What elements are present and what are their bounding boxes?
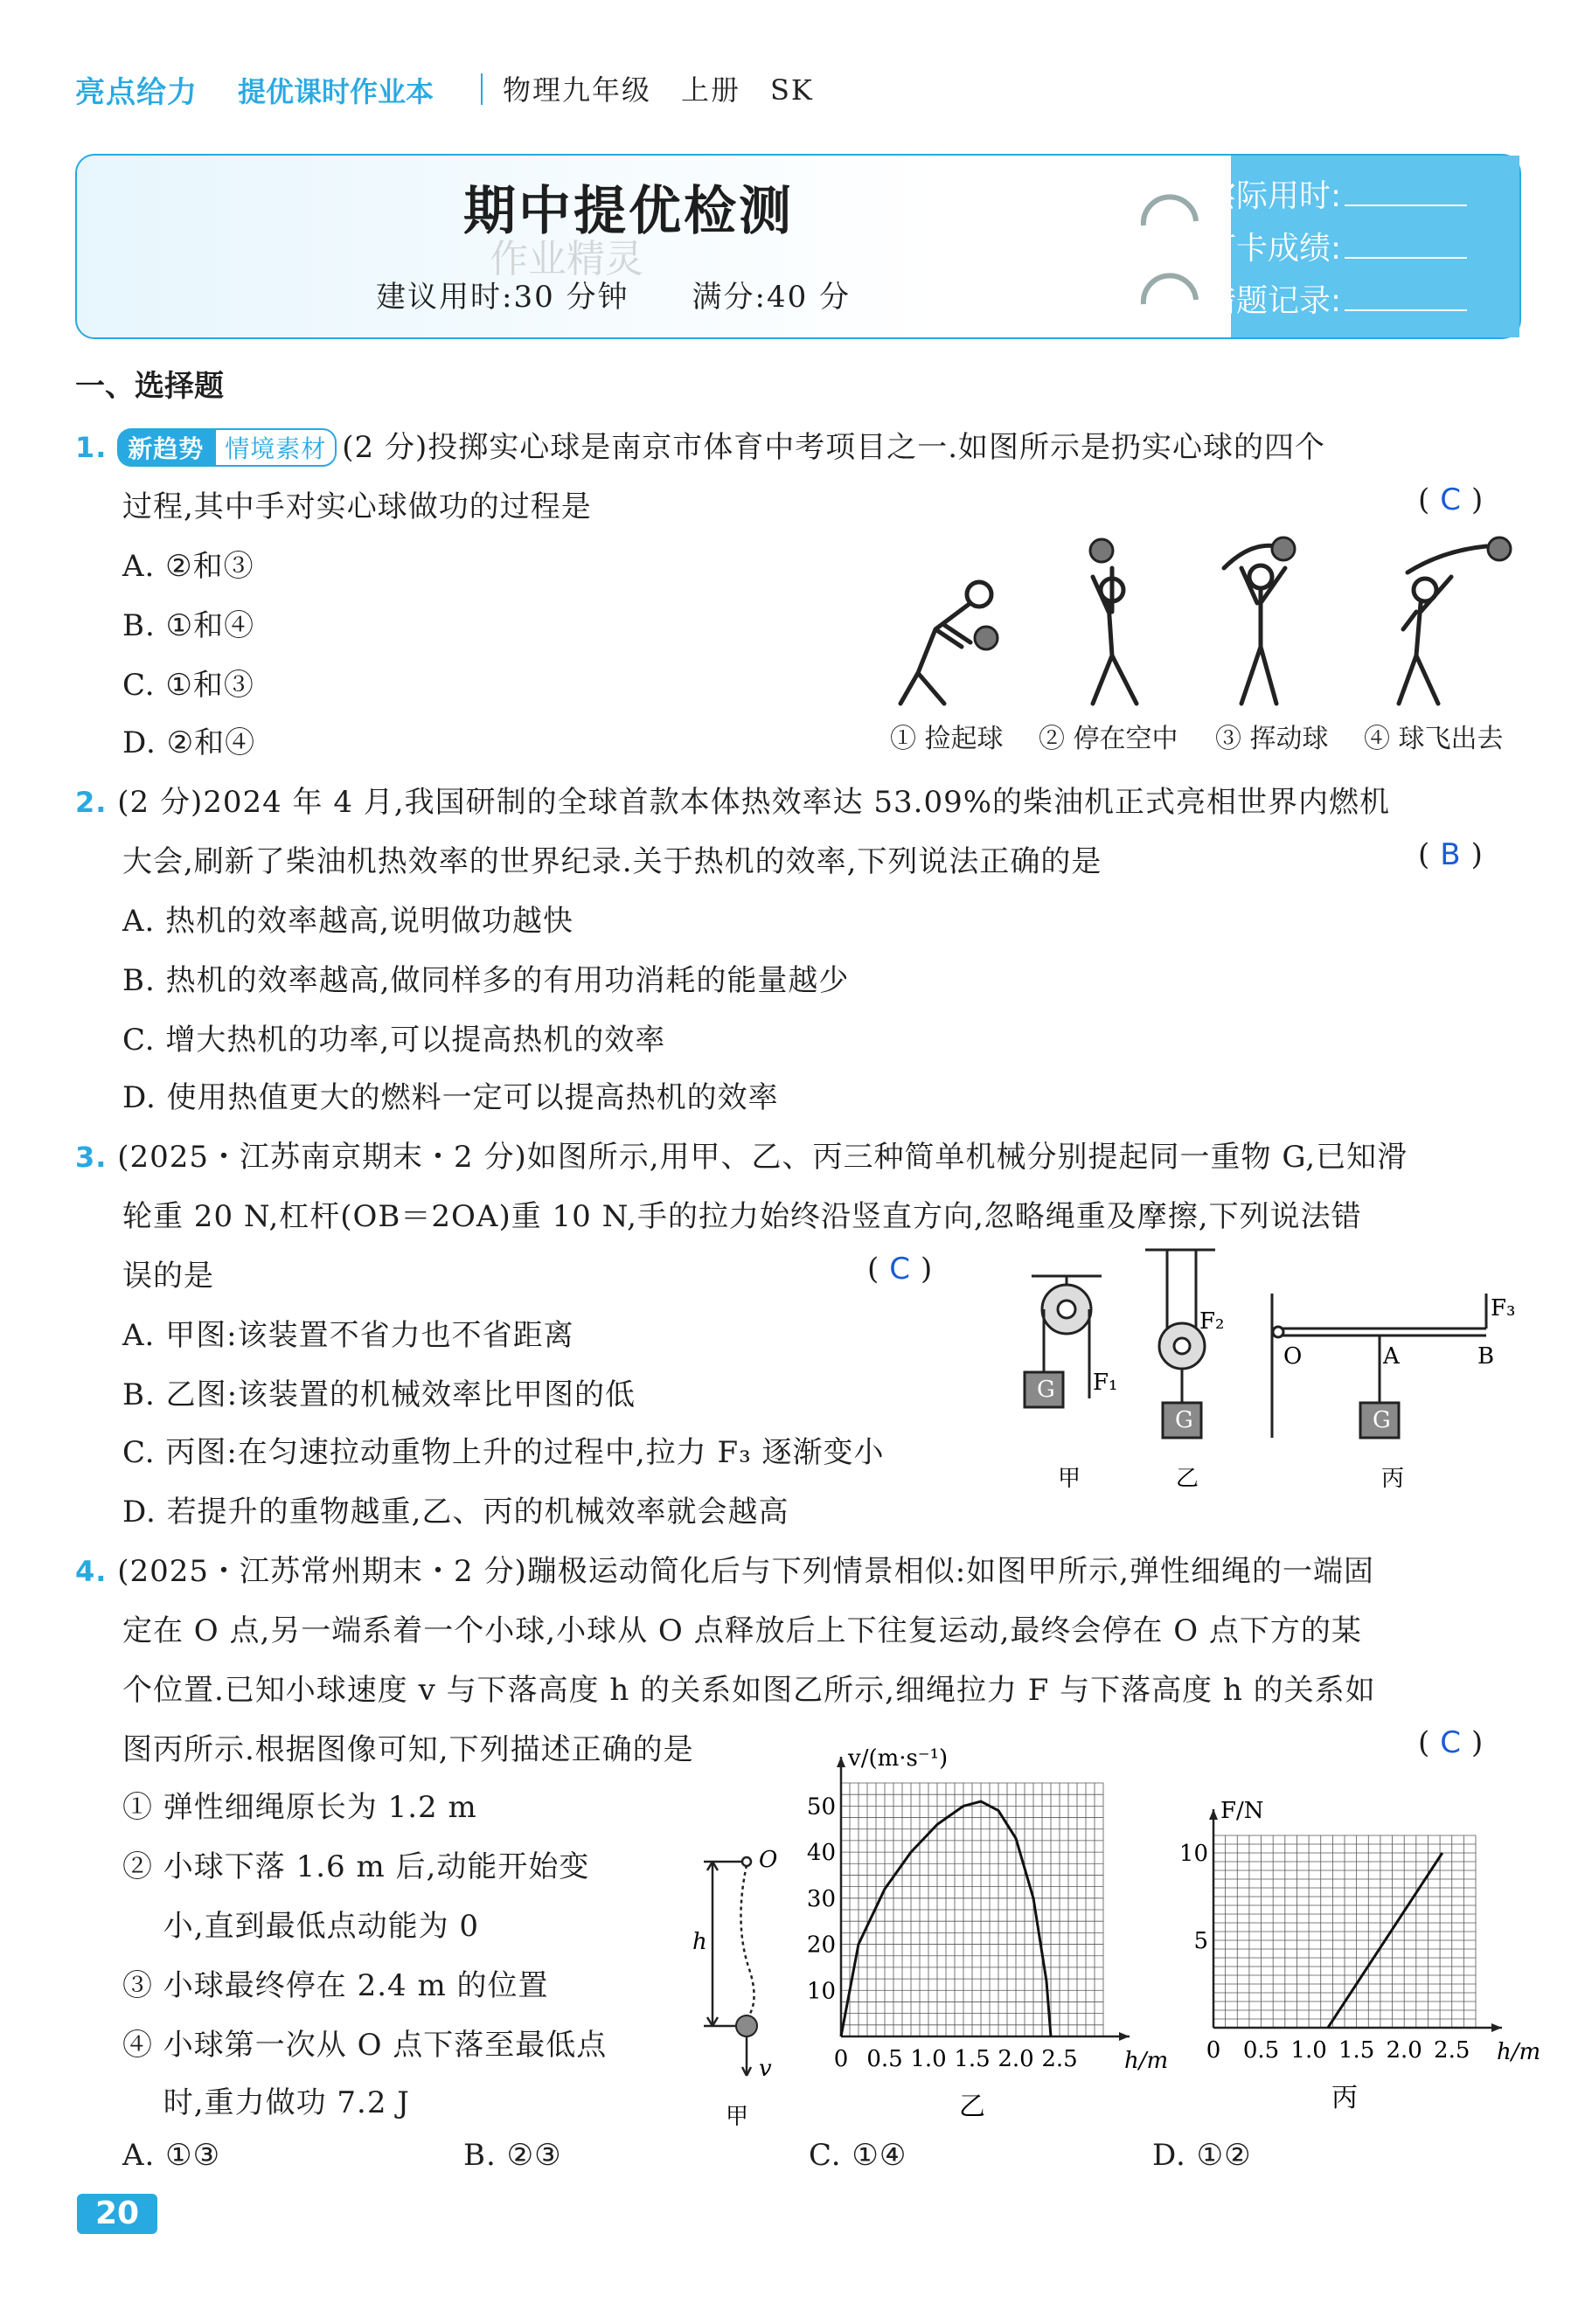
q3-line3: 误的是 (122, 1259, 214, 1294)
q3-line1: 3. (2025・江苏南京期末・2 分)如图所示,用甲、乙、丙三种简单机械分别提起同一重物 G,已知滑 (75, 1140, 1408, 1175)
q2-line1: 2. (2 分)2024 年 4 月,我国研制的全球首款本体热效率达 53.09%的柴油机正式亮相世界内燃机 (75, 785, 1391, 820)
series-title: 提优课时作业本 (238, 75, 434, 108)
q4-answer: ( C ) (1418, 1725, 1484, 1760)
q1-number: 1. (75, 431, 108, 464)
chart-caption: 丙 (1331, 2083, 1358, 2113)
y-tick-label: 10 (1178, 1841, 1208, 1867)
svg-text:丙: 丙 (1381, 1466, 1405, 1492)
q1-option-c: C. ①和③ (122, 668, 254, 703)
record-score: 打卡成绩: (1205, 224, 1467, 268)
svg-text:甲: 甲 (726, 2104, 749, 2130)
q3-option-a: A. 甲图:该装置不省力也不省距离 (122, 1318, 574, 1353)
chart-caption: 乙 (959, 2092, 985, 2122)
svg-text:甲: 甲 (1058, 1466, 1081, 1492)
exam-title: 期中提优检测 (463, 181, 794, 242)
y-tick-label: 40 (806, 1840, 836, 1867)
figure-swing-ball (1224, 545, 1285, 704)
q1-tag-trend: 新趋势 (117, 428, 214, 467)
x-tick-label: 2.0 (1386, 2037, 1422, 2064)
svg-text:G: G (1037, 1377, 1055, 1403)
y-axis-arrow (1209, 1809, 1218, 1820)
q4-statement-3: ③ 小球最终停在 2.4 m 的位置 (122, 1968, 549, 2003)
svg-text:A: A (1383, 1343, 1400, 1370)
q1-line2: 过程,其中手对实心球做功的过程是 (122, 489, 592, 524)
svg-text:乙: 乙 (1176, 1466, 1199, 1492)
q4-line3: 个位置.已知小球速度 v 与下落高度 h 的关系如图乙所示,细绳拉力 F 与下落高度 h 的关系如 (122, 1673, 1376, 1708)
x-tick-label: 2.5 (1041, 2046, 1078, 2072)
q3-figure (1005, 1241, 1530, 1503)
record-time: 实际用时: (1205, 171, 1467, 216)
x-tick-label: 1.0 (910, 2046, 947, 2072)
q1-caption-4: ④ 球飞出去 (1364, 724, 1504, 754)
x-tick-label: 1.0 (1290, 2037, 1327, 2064)
q3-option-d: D. 若提升的重物越重,乙、丙的机械效率就会越高 (122, 1495, 789, 1530)
x-tick-label: 2.0 (998, 2046, 1034, 2072)
svg-text:G: G (1175, 1407, 1193, 1433)
q4-line4: 图丙所示.根据图像可知,下列描述正确的是 (122, 1732, 694, 1767)
svg-text:v: v (759, 2056, 772, 2082)
svg-text:O: O (1283, 1343, 1303, 1370)
q4-line2: 定在 O 点,另一端系着一个小球,小球从 O 点释放后上下往复运动,最终会停在 O 点下方的某 (122, 1613, 1362, 1648)
subject-label: 物理九年级 上册 SK (503, 73, 814, 107)
q3-option-b: B. 乙图:该装置的机械效率比甲图的低 (122, 1377, 636, 1412)
x-tick-label: 1.5 (1338, 2037, 1375, 2064)
chart-bing (1171, 1798, 1541, 2133)
q2-option-d: D. 使用热值更大的燃料一定可以提高热机的效率 (122, 1080, 779, 1115)
svg-text:O: O (759, 1847, 778, 1873)
y-tick-label: 5 (1193, 1928, 1208, 1954)
q1-answer: ( C ) (1418, 482, 1484, 517)
binder-rings-icon (1126, 173, 1222, 330)
q4-figure-jia (682, 1835, 796, 2133)
q3-line2: 轮重 20 N,杠杆(OB＝2OA)重 10 N,手的拉力始终沿竖直方向,忽略绳重及摩擦,下列说法错 (122, 1199, 1362, 1234)
record-errors: 错题记录: (1205, 276, 1467, 321)
x-tick-label: 0 (1206, 2037, 1221, 2064)
svg-text:F₁: F₁ (1093, 1370, 1118, 1396)
q4-statement-4: ④ 小球第一次从 O 点下落至最低点 (122, 2028, 608, 2063)
q4-option-b: B. ②③ (463, 2138, 562, 2173)
x-tick-label: 0.5 (866, 2046, 903, 2072)
svg-text:G: G (1373, 1407, 1391, 1433)
chart-yi (804, 1745, 1171, 2133)
figure-hold-ball (1093, 568, 1137, 704)
y-axis-arrow (837, 1757, 845, 1767)
q2-option-c: C. 增大热机的功率,可以提高热机的效率 (122, 1023, 666, 1058)
q2-answer: ( B ) (1418, 837, 1483, 872)
q4-option-c: C. ①④ (809, 2138, 907, 2173)
svg-text:F₃: F₃ (1491, 1295, 1516, 1322)
x-axis-arrow (1119, 2032, 1130, 2041)
y-tick-label: 30 (806, 1885, 836, 1912)
x-tick-label: 0.5 (1242, 2037, 1280, 2064)
q1-caption-1: ① 捡起球 (890, 724, 1004, 754)
watermark: 作业精灵 (490, 237, 643, 281)
q2-option-b: B. 热机的效率越高,做同样多的有用功消耗的能量越少 (122, 963, 850, 998)
x-axis-arrow (1491, 2023, 1502, 2032)
q2-line2: 大会,刷新了柴油机热效率的世界纪录.关于热机的效率,下列说法正确的是 (122, 844, 1102, 879)
q1-caption-2: ② 停在空中 (1039, 724, 1178, 754)
q4-statement-2: ② 小球下落 1.6 m 后,动能开始变 (122, 1849, 590, 1884)
q1-option-a: A. ②和③ (122, 549, 254, 584)
section-title: 一、选择题 (75, 369, 224, 404)
q1-caption-3: ③ 挥动球 (1215, 724, 1329, 754)
q1-line1: 1. 新趋势 情境素材 (2 分)投掷实心球是南京市体育中考项目之一.如图所示是扔实心球的四个 (75, 430, 1326, 465)
q3-option-c: C. 丙图:在匀速拉动重物上升的过程中,拉力 F₃ 逐渐变小 (122, 1435, 885, 1470)
q1-option-b: B. ①和④ (122, 608, 255, 643)
page-number: 20 (77, 2194, 157, 2234)
svg-text:h: h (692, 1929, 707, 1955)
q1-figure (883, 533, 1530, 712)
y-tick-label: 50 (806, 1793, 836, 1821)
y-axis-label: F/N (1220, 1798, 1264, 1824)
exam-subtitle: 建议用时:30 分钟 满分:40 分 (376, 280, 852, 315)
x-tick-label: 0 (833, 2046, 849, 2072)
x-tick-label: 1.5 (954, 2046, 991, 2072)
x-tick-label: 2.5 (1434, 2037, 1470, 2064)
figure-ball-flying (1399, 546, 1486, 704)
q4-option-a: A. ①③ (122, 2138, 221, 2173)
svg-text:F₂: F₂ (1199, 1308, 1225, 1335)
q2-option-a: A. 热机的效率越高,说明做功越快 (122, 904, 574, 939)
svg-text:B: B (1477, 1343, 1495, 1370)
q4-option-d: D. ①② (1152, 2138, 1252, 2173)
q4-statement-4b: 时,重力做功 7.2 J (122, 2085, 410, 2120)
q4-line1: 4. (2025・江苏常州期末・2 分)蹦极运动简化后与下列情景相似:如图甲所示,弹性细绳的一端固 (75, 1554, 1374, 1589)
header-divider (481, 73, 483, 105)
q1-tag-context: 情境素材 (214, 428, 337, 467)
q1-option-d: D. ②和④ (122, 725, 256, 760)
x-axis-label: h/m (1124, 2048, 1169, 2074)
q3-answer: ( C ) (867, 1252, 933, 1287)
y-tick-label: 20 (806, 1932, 836, 1959)
brand-logo: 亮点给力 (75, 75, 198, 110)
y-tick-label: 10 (806, 1978, 836, 2005)
q4-statement-1: ① 弹性细绳原长为 1.2 m (122, 1790, 477, 1825)
x-axis-label: h/m (1497, 2039, 1541, 2065)
y-axis-label: v/(m·s⁻¹) (848, 1745, 949, 1772)
q4-statement-2b: 小,直到最低点动能为 0 (122, 1909, 480, 1944)
